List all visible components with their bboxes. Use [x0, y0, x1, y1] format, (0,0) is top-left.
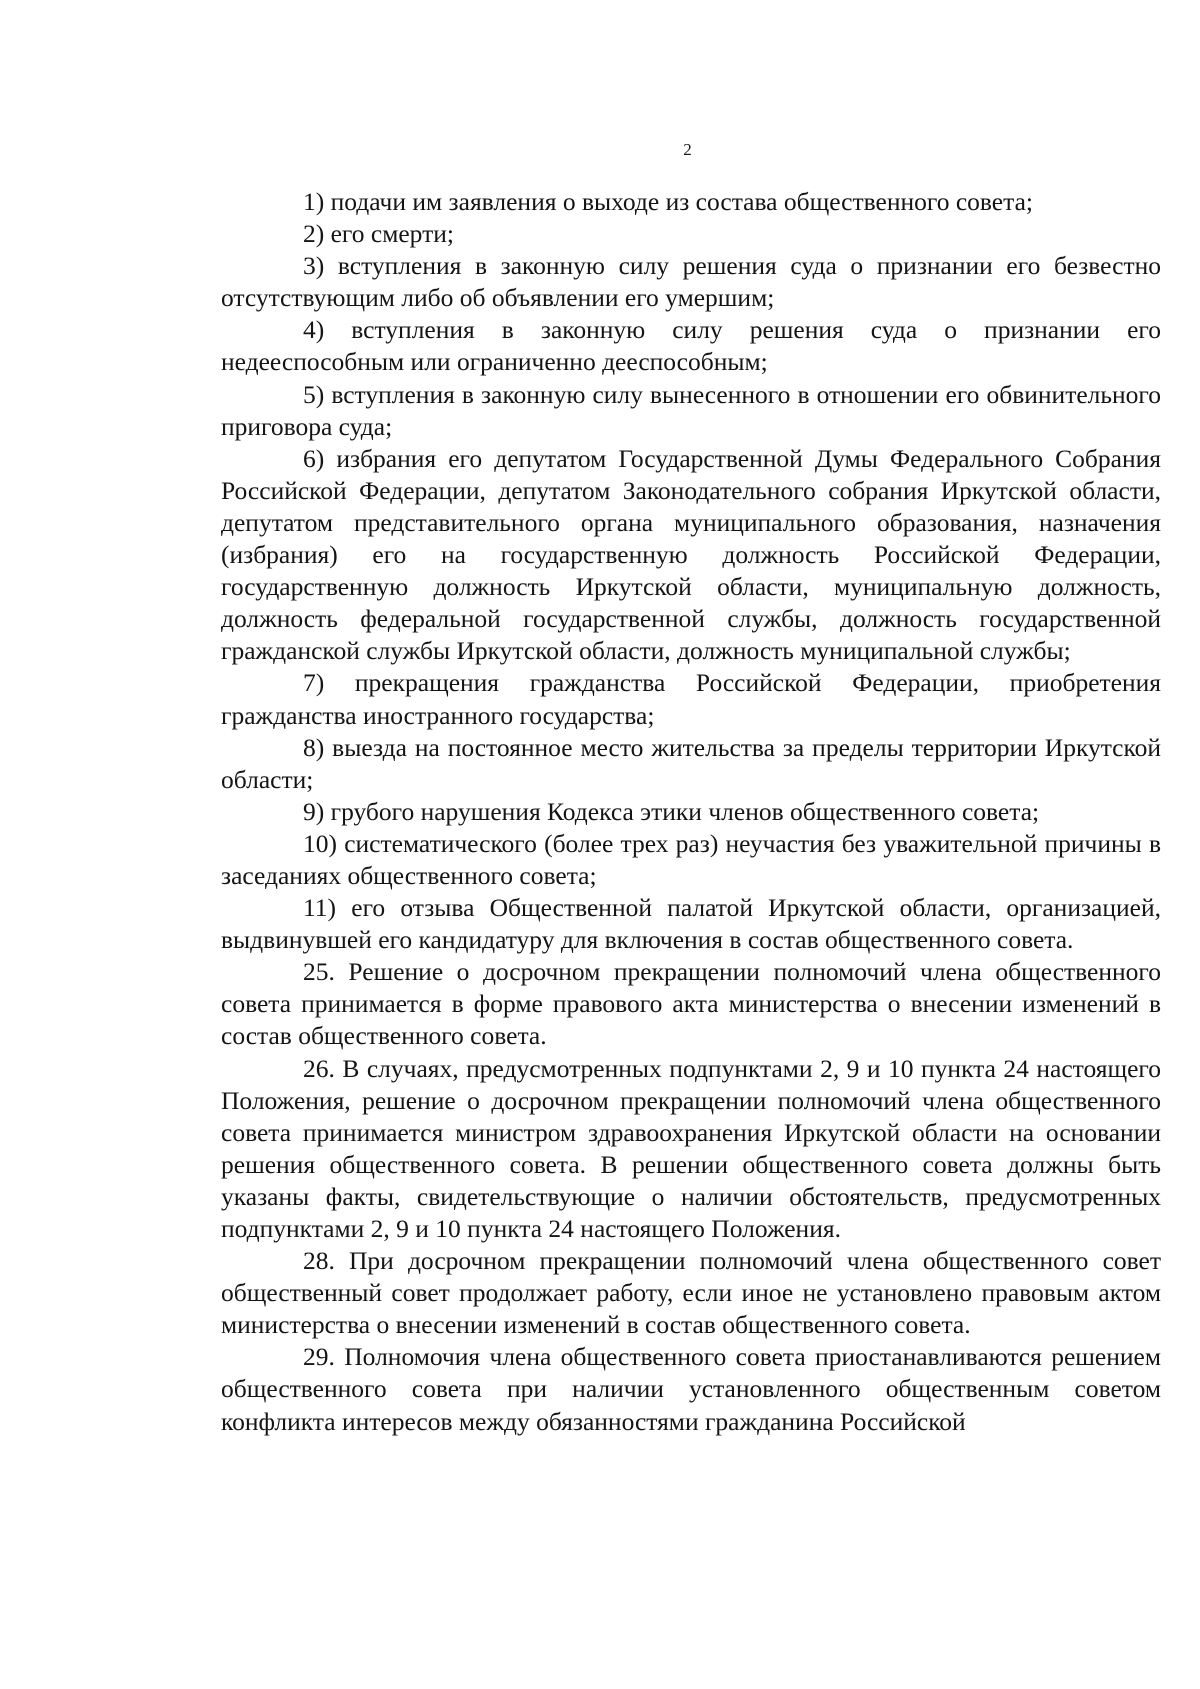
paragraph-item-6: 6) избрания его депутатом Государственной Думы Федерального Собрания Российской Федерации, депутатом Законодательного собрания Иркутской области, депутатом представительного органа муниципального образования, назначения (избрания) его на государственную должность Российской Федерации, государственную должность Иркутской области, муниципальную должность, должность федеральной государственной службы, должность государственной гражданской службы Иркутской области, должность муниципальной службы; [221, 443, 1161, 666]
paragraph-item-9: 9) грубого нарушения Кодекса этики членов общественного совета; [303, 796, 1040, 826]
paragraph-item-7: 7) прекращения гражданства Российской Федерации, приобретения гражданства иностранного государства; [221, 668, 1161, 730]
paragraph-item-10: 10) систематического (более трех раз) неучастия без уважительной причины в заседаниях общественного совета; [221, 828, 1161, 890]
document-body [221, 186, 1161, 1438]
clause-29: 29. Полномочия члена общественного совета приостанавливаются решением общественного совета при наличии установленного общественным советом конфликта интересов между обязанностями гражданина Российской [221, 1342, 1161, 1436]
paragraph-item-3: 3) вступления в законную силу решения суда о признании его безвестно отсутствующим либо об объявлении его умершим; [221, 251, 1161, 313]
page-number: 2 [683, 140, 692, 159]
clause-26: 26. В случаях, предусмотренных подпунктами 2, 9 и 10 пункта 24 настоящего Положения, решение о досрочном прекращении полномочий члена общественного совета принимается министром здравоохранения Иркутской области на основании решения общественного совета. В решении общественного совета должны быть указаны факты, свидетельствующие о наличии обстоятельств, предусмотренных подпунктами 2, 9 и 10 пункта 24 настоящего Положения. [221, 1053, 1161, 1243]
paragraph-item-8: 8) выезда на постоянное место жительства за пределы территории Иркутской области; [221, 732, 1161, 794]
paragraph-item-4: 4) вступления в законную силу решения суда о признании его недееспособным или ограниченно дееспособным; [221, 315, 1161, 377]
paragraph-item-11: 11) его отзыва Общественной палатой Иркутской области, организацией, выдвинувшей его кандидатуру для включения в состав общественного совета. [221, 893, 1161, 955]
clause-25: 25. Решение о досрочном прекращении полномочий члена общественного совета принимается в форме правового акта министерства о внесении изменений в состав общественного совета. [221, 957, 1161, 1051]
paragraph-item-5: 5) вступления в законную силу вынесенного в отношении его обвинительного приговора суда; [221, 379, 1161, 441]
paragraph-item-1: 1) подачи им заявления о выходе из состава общественного совета; [303, 187, 1033, 216]
paragraph-item-2: 2) его смерти; [303, 219, 454, 249]
clause-28: 28. При досрочном прекращении полномочий члена общественного совет общественный совет продолжает работу, если иное не установлено правовым актом министерства о внесении изменений в состав общественного совета. [221, 1246, 1161, 1340]
